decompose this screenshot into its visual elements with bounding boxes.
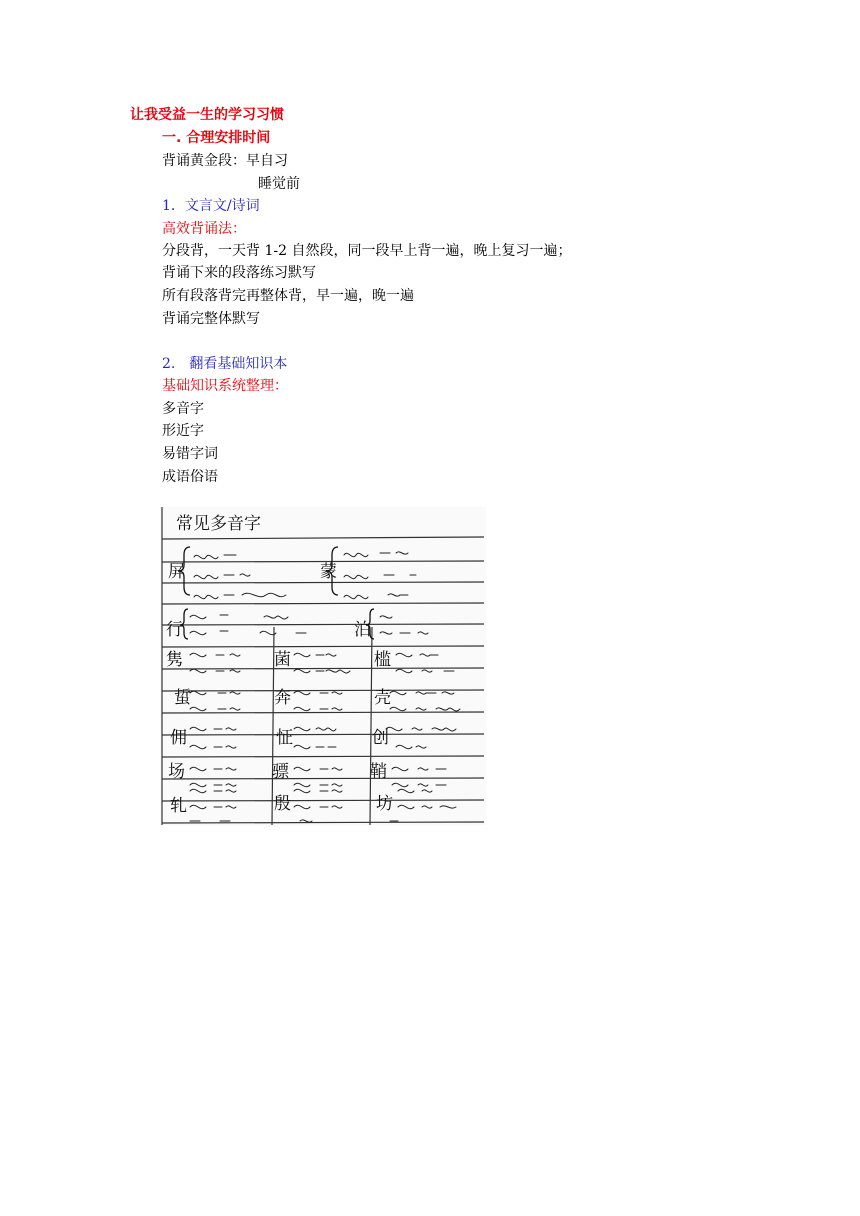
knowledge-item: 成语俗语 (162, 469, 218, 485)
char-row-6a: 场 (168, 762, 185, 782)
subheading-knowledge-notebook: 2. 翻看基础知识本 (162, 356, 288, 372)
char-row-3b: 菌 (274, 650, 291, 670)
char-row-4b: 奔 (274, 688, 291, 708)
knowledge-item: 易错字词 (162, 446, 218, 462)
recitation-step: 所有段落背完再整体背，早一遍，晚一遍 (162, 288, 414, 304)
char-row-4c: 壳 (374, 688, 391, 708)
char-row-2a: 行 (166, 620, 183, 640)
golden-period-line-2: 睡觉前 (258, 176, 300, 192)
notebook-scan (160, 507, 486, 825)
char-row-6c: 鞘 (370, 762, 387, 782)
char-row-5c: 创 (372, 728, 389, 748)
char-row-5a: 佣 (170, 728, 187, 748)
handwritten-notes-image (160, 507, 486, 825)
section-heading-time: 一. 合理安排时间 (162, 130, 271, 146)
char-row-7c: 坊 (376, 794, 393, 814)
char-row-2b: 泊 (354, 620, 371, 640)
recitation-step: 背诵完整体默写 (162, 311, 260, 327)
char-row-7b: 殷 (274, 794, 291, 814)
char-row-7a: 轧 (170, 796, 187, 816)
char-row-3c: 槛 (374, 650, 391, 670)
golden-period-line: 背诵黄金段：早自习 (162, 153, 288, 169)
recitation-step: 背诵下来的段落练习默写 (162, 265, 316, 281)
subheading-classical-poetry: 1．文言文/诗词 (162, 198, 260, 214)
method-label-knowledge: 基础知识系统整理： (162, 378, 288, 394)
knowledge-item: 多音字 (162, 401, 204, 417)
char-row-1b: 蒙 (320, 562, 337, 582)
char-row-1a: 屏 (168, 562, 185, 582)
scan-heading: 常见多音字 (176, 514, 261, 534)
knowledge-item: 形近字 (162, 423, 204, 439)
char-row-5b: 怔 (276, 728, 293, 748)
char-row-6b: 骠 (272, 762, 289, 782)
document-title: 让我受益一生的学习习惯 (130, 107, 284, 123)
method-label-recitation: 高效背诵法： (162, 221, 246, 237)
recitation-step: 分段背，一天背 1-2 自然段，同一段早上背一遍，晚上复习一遍； (162, 243, 572, 259)
char-row-3a: 隽 (166, 650, 183, 670)
char-row-4a: 蜇 (174, 688, 191, 708)
